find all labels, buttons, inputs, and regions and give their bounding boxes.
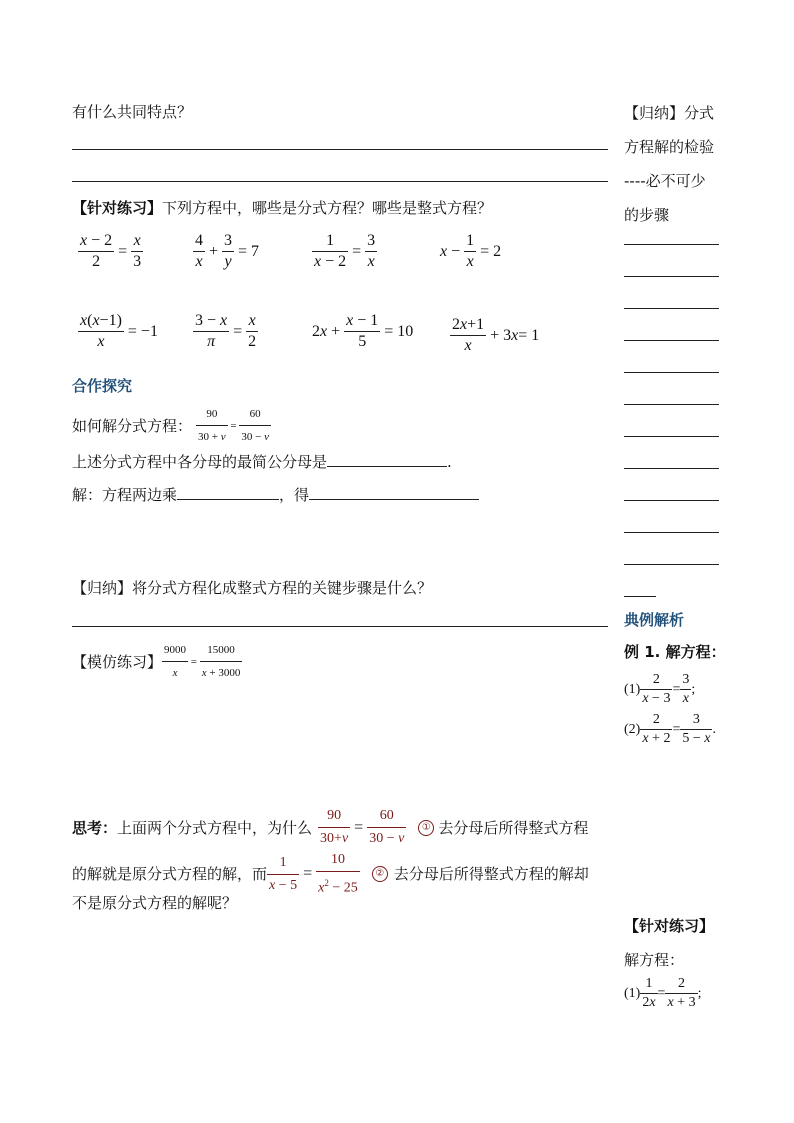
circled-two: ② bbox=[372, 866, 388, 882]
solve-prompt-line: 如何解分式方程： $\frac{90}{30 + v}$ = $\frac{60}{30 - v}$ bbox=[72, 404, 271, 447]
example-eq-1: (1) $\frac{2}{x - 3}$ = $\frac{3}{x}$ ; bbox=[624, 672, 696, 706]
equation-4: x − $\frac{1}{x}$ = 2 bbox=[440, 232, 502, 270]
sidebar-line-12 bbox=[624, 596, 656, 597]
solve-step-line bbox=[72, 483, 479, 505]
lcd-line: 上述分式方程中各分母的最简公分母是 . bbox=[72, 450, 452, 472]
sidebar-practice-label: 【针对练习】 bbox=[624, 917, 715, 935]
lcd-blank[interactable] bbox=[327, 450, 447, 467]
equation-7: 2 x + $\frac{x - 1}{5}$ = 10 bbox=[312, 312, 414, 350]
sidebar-induct: 【归纳】分式 方程解的检验 ----必不可少 的步骤 bbox=[624, 104, 715, 224]
equation-3: $\frac{1}{x - 2}$ = $\frac{3}{x}$ bbox=[314, 232, 376, 270]
think-fraction-60: $\frac{60}{30 - v}$ bbox=[369, 808, 405, 846]
answer-line-3 bbox=[72, 626, 608, 627]
equation-8: $\frac{2x+1}{x}$ + 3 x = 1 bbox=[452, 316, 540, 354]
think-fraction-90: $\frac{90}{30+v}$ bbox=[320, 808, 349, 846]
sidebar-line-8 bbox=[624, 468, 719, 469]
sidebar-line-5 bbox=[624, 372, 719, 373]
equation-6: $\frac{3 - x}{\pi}$ = $\frac{x}{2}$ bbox=[195, 312, 257, 350]
sidebar-line-10 bbox=[624, 532, 719, 533]
sidebar-line-9 bbox=[624, 500, 719, 501]
practice-eq-1: (1) $\frac{1}{2x}$ = $\frac{2}{x + 3}$ ; bbox=[624, 976, 702, 1010]
induct-label: 【归纳】 bbox=[72, 579, 133, 597]
think-line-1: 思考： 上面两个分式方程中，为什么 $\frac{90}{30+v}$ = $\frac{60}{30 - v}$ ① 去分母后所得整式方程 bbox=[72, 806, 588, 849]
think-fraction-10: $\frac{10}{x^2 - 25}$ bbox=[318, 852, 358, 896]
think-label: 思考： bbox=[72, 818, 118, 837]
fraction-60: $\frac{60}{30 - v}$ bbox=[241, 408, 269, 443]
circled-one: ① bbox=[418, 820, 434, 836]
imitate-line: 【模仿练习】 $\frac{9000}{x}$ = $\frac{15000}{x + 3000}$ bbox=[72, 640, 242, 683]
answer-line-2 bbox=[72, 181, 608, 182]
example-title: 例 1. 解方程： bbox=[624, 643, 726, 661]
imitate-label: 【模仿练习】 bbox=[72, 652, 163, 671]
sidebar-line-6 bbox=[624, 404, 719, 405]
sidebar-line-7 bbox=[624, 436, 719, 437]
lcd-text: 上述分式方程中各分母的最简公分母是 bbox=[72, 453, 328, 471]
practice-label: 【针对练习】 bbox=[72, 199, 163, 217]
question-common-features: 有什么共同特点？ bbox=[72, 103, 193, 121]
sidebar-line-11 bbox=[624, 564, 719, 565]
fraction-90: $\frac{90}{30 + v}$ bbox=[198, 408, 226, 443]
example-heading: 典例解析 bbox=[624, 611, 685, 629]
fraction-15000: $\frac{15000}{x + 3000}$ bbox=[201, 644, 241, 679]
answer-line-1 bbox=[72, 149, 608, 150]
sidebar-line-3 bbox=[624, 308, 719, 309]
solve-prompt: 如何解分式方程： bbox=[72, 416, 193, 435]
multiply-blank[interactable] bbox=[177, 483, 279, 500]
think-line-3: 不是原分式方程的解呢？ bbox=[72, 894, 238, 912]
sidebar-line-4 bbox=[624, 340, 719, 341]
think-fraction-1: $\frac{1}{x - 5}$ bbox=[269, 854, 298, 893]
induct-text: 将分式方程化成整式方程的关键步骤是什么？ bbox=[132, 579, 433, 597]
sidebar-line-2 bbox=[624, 276, 719, 277]
equation-1: $\frac{x - 2}{2}$ = $\frac{x}{3}$ bbox=[80, 232, 142, 270]
sidebar-line-1 bbox=[624, 244, 719, 245]
result-blank[interactable] bbox=[309, 483, 479, 500]
induct-line bbox=[72, 578, 432, 598]
fraction-9000: $\frac{9000}{x}$ bbox=[164, 644, 187, 679]
think-line-2: 的解就是原分式方程的解，而 $\frac{1}{x - 5}$ = $\frac{10}{x^2 - 25}$ ② 去分母后所得整式方程的解却 bbox=[72, 850, 589, 899]
sidebar-practice-title: 解方程： bbox=[624, 951, 685, 969]
equation-5: $\frac{x(x-1)}{x}$ = −1 bbox=[80, 312, 158, 350]
solve-step-a: 解：方程两边乘 bbox=[72, 486, 178, 504]
solve-step-b: ，得 bbox=[279, 486, 310, 504]
practice-prompt bbox=[72, 198, 492, 218]
example-eq-2: (2) $\frac{2}{x + 2}$ = $\frac{3}{5 - x}$ . bbox=[624, 712, 716, 746]
equation-2: $\frac{4}{x}$ + $\frac{3}{y}$ = 7 bbox=[195, 232, 260, 270]
practice-text: 下列方程中，哪些是分式方程？哪些是整式方程？ bbox=[162, 199, 493, 217]
coop-explore-heading: 合作探究 bbox=[72, 377, 133, 395]
